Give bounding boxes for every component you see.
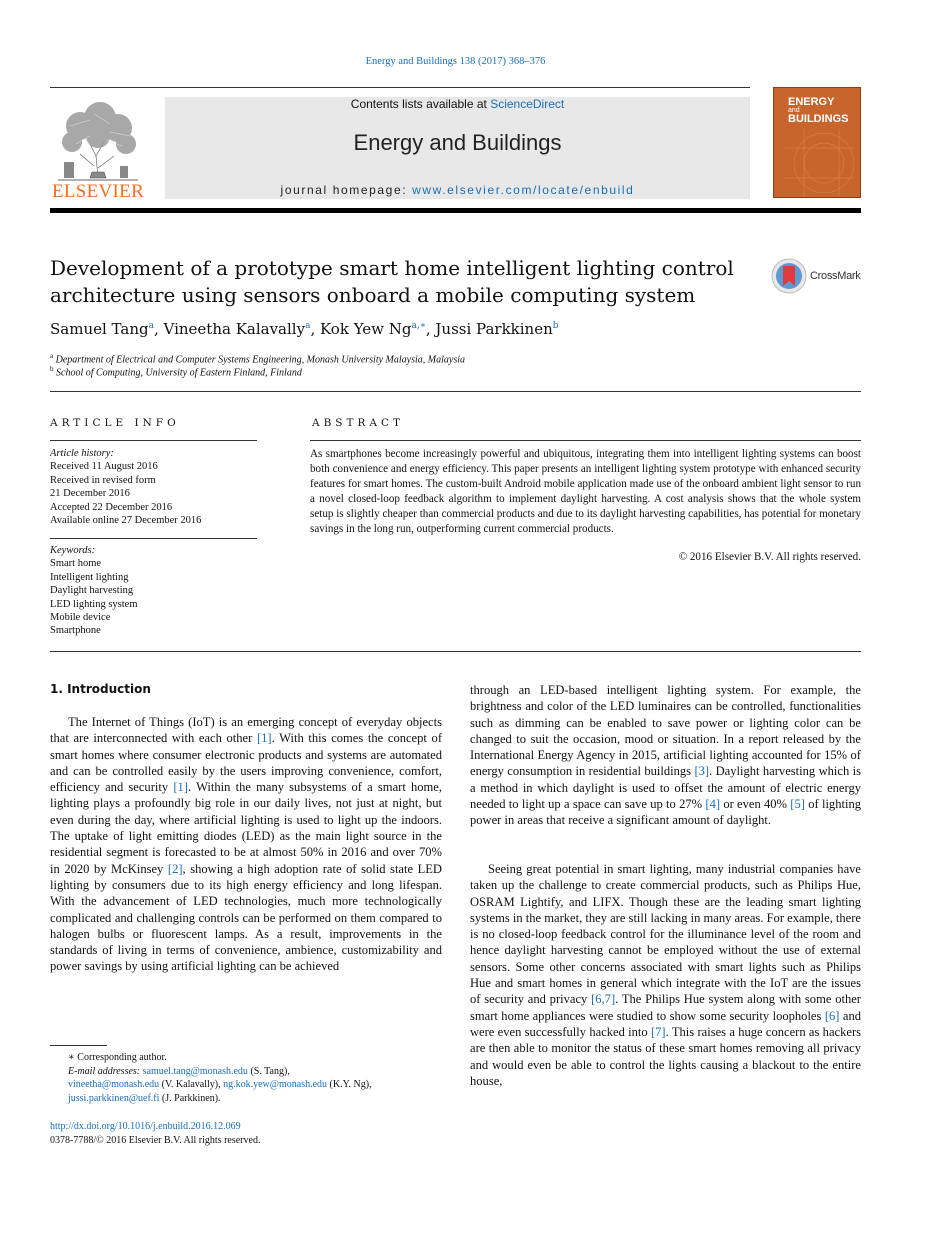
intro-paragraph-2: Seeing great potential in smart lighting, many industrial companies have taken up the challenge to create commercial products, such as Philips Hue, OSRAM Lightify, and LIFX. Though these are the leading smart lighting systems in the market, they are still lacking in many areas. For example, there is no closed-loop feedback control for the illuminance level of the room and hence daylight harvesting cannot be employed without the use of external sensors. Some other concerns associated with smart lights such as Philips Hue and smart homes in general which integrate with the IoT are the issues of security and privacy [6,7]. The Philips Hue system along with some other smart home appliances were studied to show some security loopholes [6] and were even successfully hacked into [7]. This raises a huge concern as hackers are then able to monitor the status of these smart homes removing all privacy and would even be able to control the lights causing a blackout to the entire house, — [470, 862, 861, 1088]
section-heading: 1. Introduction — [50, 682, 151, 696]
journal-homepage: journal homepage: www.elsevier.com/locate/enbuild — [280, 183, 635, 197]
contents-availability: Contents lists available at ScienceDirect — [350, 97, 565, 111]
article-history: Article history: Received 11 August 2016 Received in revised form 21 December 2016 Accepted 22 December 2016 Available online 27 December 2016 — [50, 448, 202, 527]
elsevier-wordmark: ELSEVIER — [51, 181, 145, 202]
email-link[interactable]: ng.kok.yew@monash.edu — [223, 1079, 328, 1090]
journal-citation[interactable]: Energy and Buildings 138 (2017) 368–376 — [365, 56, 546, 67]
reference-link[interactable]: [3] — [694, 764, 710, 779]
journal-homepage-link[interactable]: www.elsevier.com/locate/enbuild — [412, 183, 635, 197]
abstract-copyright: © 2016 Elsevier B.V. All rights reserved. — [678, 551, 861, 563]
keyword: Intelligent lighting — [50, 571, 129, 583]
affiliation-b: $^b$ School of Computing, University of Eastern Finland, Finland — [50, 365, 302, 379]
keyword: LED lighting system — [50, 598, 138, 610]
reference-link[interactable]: [1] — [173, 780, 188, 795]
divider — [50, 391, 861, 392]
reference-link[interactable]: [4] — [705, 797, 721, 812]
author-name: Jussi Parkkinen — [435, 320, 553, 338]
reference-link[interactable]: [5] — [790, 797, 805, 812]
keyword: Daylight harvesting — [50, 585, 134, 597]
abstract-rule — [310, 440, 861, 441]
sciencedirect-link[interactable]: ScienceDirect — [490, 97, 565, 111]
affiliation-a: $^a$ Department of Electrical and Computer Systems Engineering, Monash University Malaysia, Malaysia — [50, 352, 465, 366]
reference-link[interactable]: [2] — [167, 861, 183, 876]
email-link[interactable]: jussi.parkkinen@uef.fi — [68, 1092, 160, 1104]
reference-link[interactable]: [6,7] — [591, 992, 616, 1007]
journal-title: Energy and Buildings — [353, 130, 562, 155]
keyword: Smartphone — [50, 625, 101, 637]
email-link[interactable]: vineetha@monash.edu — [68, 1079, 160, 1090]
reference-link[interactable]: [6] — [824, 1008, 840, 1023]
author-name: Vineetha Kalavally — [163, 320, 306, 338]
footnote: ∗ Corresponding author. E-mail addresses: samuel.tang@monash.edu (S. Tang), vineetha@monash.edu (V. Kalavally), ng.kok.yew@monash.edu (K.Y. Ng), jussi.parkkinen@uef.fi (J. Parkkinen). — [50, 1051, 450, 1105]
divider — [50, 651, 861, 652]
reference-link[interactable]: [7] — [650, 1024, 666, 1039]
keywords-rule — [50, 538, 257, 539]
header-thick-rule — [50, 208, 861, 213]
email-addresses: E-mail addresses: samuel.tang@monash.edu (S. Tang), vineetha@monash.edu (V. Kalavally), ng.kok.yew@monash.edu (K.Y. Ng), jussi.parkkinen@uef.fi (J. Parkkinen). — [68, 1065, 372, 1104]
keyword: Mobile device — [50, 612, 111, 624]
abstract-label: ABSTRACT — [312, 417, 405, 429]
journal-cover-thumbnail[interactable] — [773, 87, 861, 198]
issn-line: 0378-7788/© 2016 Elsevier B.V. All rights reserved. — [50, 1134, 261, 1146]
keywords: Keywords: Smart home Intelligent lighting Daylight harvesting LED lighting system Mobile device Smartphone — [50, 544, 260, 638]
intro-paragraph-1: The Internet of Things (IoT) is an emerging concept of everyday objects that are interconnected with each other [1]. With this comes the concept of smart homes where consumer electronic products and systems are automated and can be controlled easily by the users improving convenience, comfort, efficiency and security [1]. Within the many subsystems of a smart home, lighting plays a profoundly big role in our daily lives, not just at night, but even during the day, where artificial lighting is used to light up the indoors. The uptake of light emitting diodes (LED) as the main light source in the residential segment is forecasted to be at almost 50% in 2016 and over 70% in 2020 by McKinsey [2], showing a high adoption rate of solid state LED lighting by consumers due to its high energy efficiency and long lifespan. With the advancement of LED technologies, much more technologically complicated and challenging controls can be performed on them compared to halogen bulbs or fluorescent lamps. As a result, improvements in the standards of living in terms of convenience, ambience, customizability and power savings by using artificial lighting can be achieved — [50, 715, 443, 974]
author-affiliation-marker[interactable]: a,∗ — [411, 321, 426, 331]
doi-link[interactable]: http://dx.doi.org/10.1016/j.enbuild.2016.12.069 — [50, 1121, 241, 1132]
article-title: Development of a prototype smart home intelligent lighting control architecture using sensors onboard a mobile computing system — [50, 256, 734, 307]
author-name: Kok Yew Ng — [320, 320, 412, 338]
article-info-label: ARTICLE INFO — [50, 417, 180, 429]
reference-link[interactable]: [1] — [256, 731, 272, 746]
keyword: Smart home — [50, 558, 102, 570]
crossmark-icon[interactable] — [771, 258, 807, 294]
header-rule — [50, 87, 750, 88]
author-affiliation-marker[interactable]: b — [552, 321, 559, 331]
author-name: Samuel Tang — [50, 320, 149, 338]
email-link[interactable]: samuel.tang@monash.edu — [142, 1065, 248, 1077]
author-list: Samuel Tang$^a$, Vineetha Kalavally$^a$, Kok Yew $Ng^{a,∗}$, Jussi Parkkinen$^b$ — [50, 320, 559, 338]
abstract-text: As smartphones become increasingly powerful and ubiquitous, integrating them into intelligent lighting systems can boost both convenience and energy efficiency. This paper presents an intelligent lighting system prototype with enhanced security features for smart homes. The custom-built Android mobile application made use of the onboard ambient light sensor to run a novel closed-loop feedback algorithm to implement daylight harvesting. A cost analysis shows that the whole system setup is slightly cheaper than commercial products and due to its daylight harvesting capabilities, has potential for monetary savings in the long run, outperforming current commercial products. — [310, 448, 861, 535]
intro-paragraph-1-cont: through an LED-based intelligent lighting system. For example, the brightness and color of the LED luminaires can be controlled, functionalities such as dimming can be enabled to save power or lighting color can be changed to suit the occasion, mood or situation. In a report released by the International Energy Agency in 2015, artificial lighting accounted for 15% of energy consumption in residential buildings [3]. Daylight harvesting which is a method in which daylight is used to offset the amount of electric energy needed to light up a space can save up to 27% [4] or even 40% [5] of lighting power in areas that receive a significant amount of daylight. — [470, 683, 861, 828]
cover-title: ENERGY and BUILDINGS — [788, 96, 849, 125]
author-affiliation-marker[interactable]: a — [305, 321, 311, 331]
article-info-rule — [50, 440, 257, 441]
footnote-rule — [50, 1045, 107, 1046]
doi-block — [50, 1120, 260, 1147]
author-affiliation-marker[interactable]: a — [148, 321, 154, 331]
crossmark-label[interactable]: CrossMark — [810, 270, 861, 282]
